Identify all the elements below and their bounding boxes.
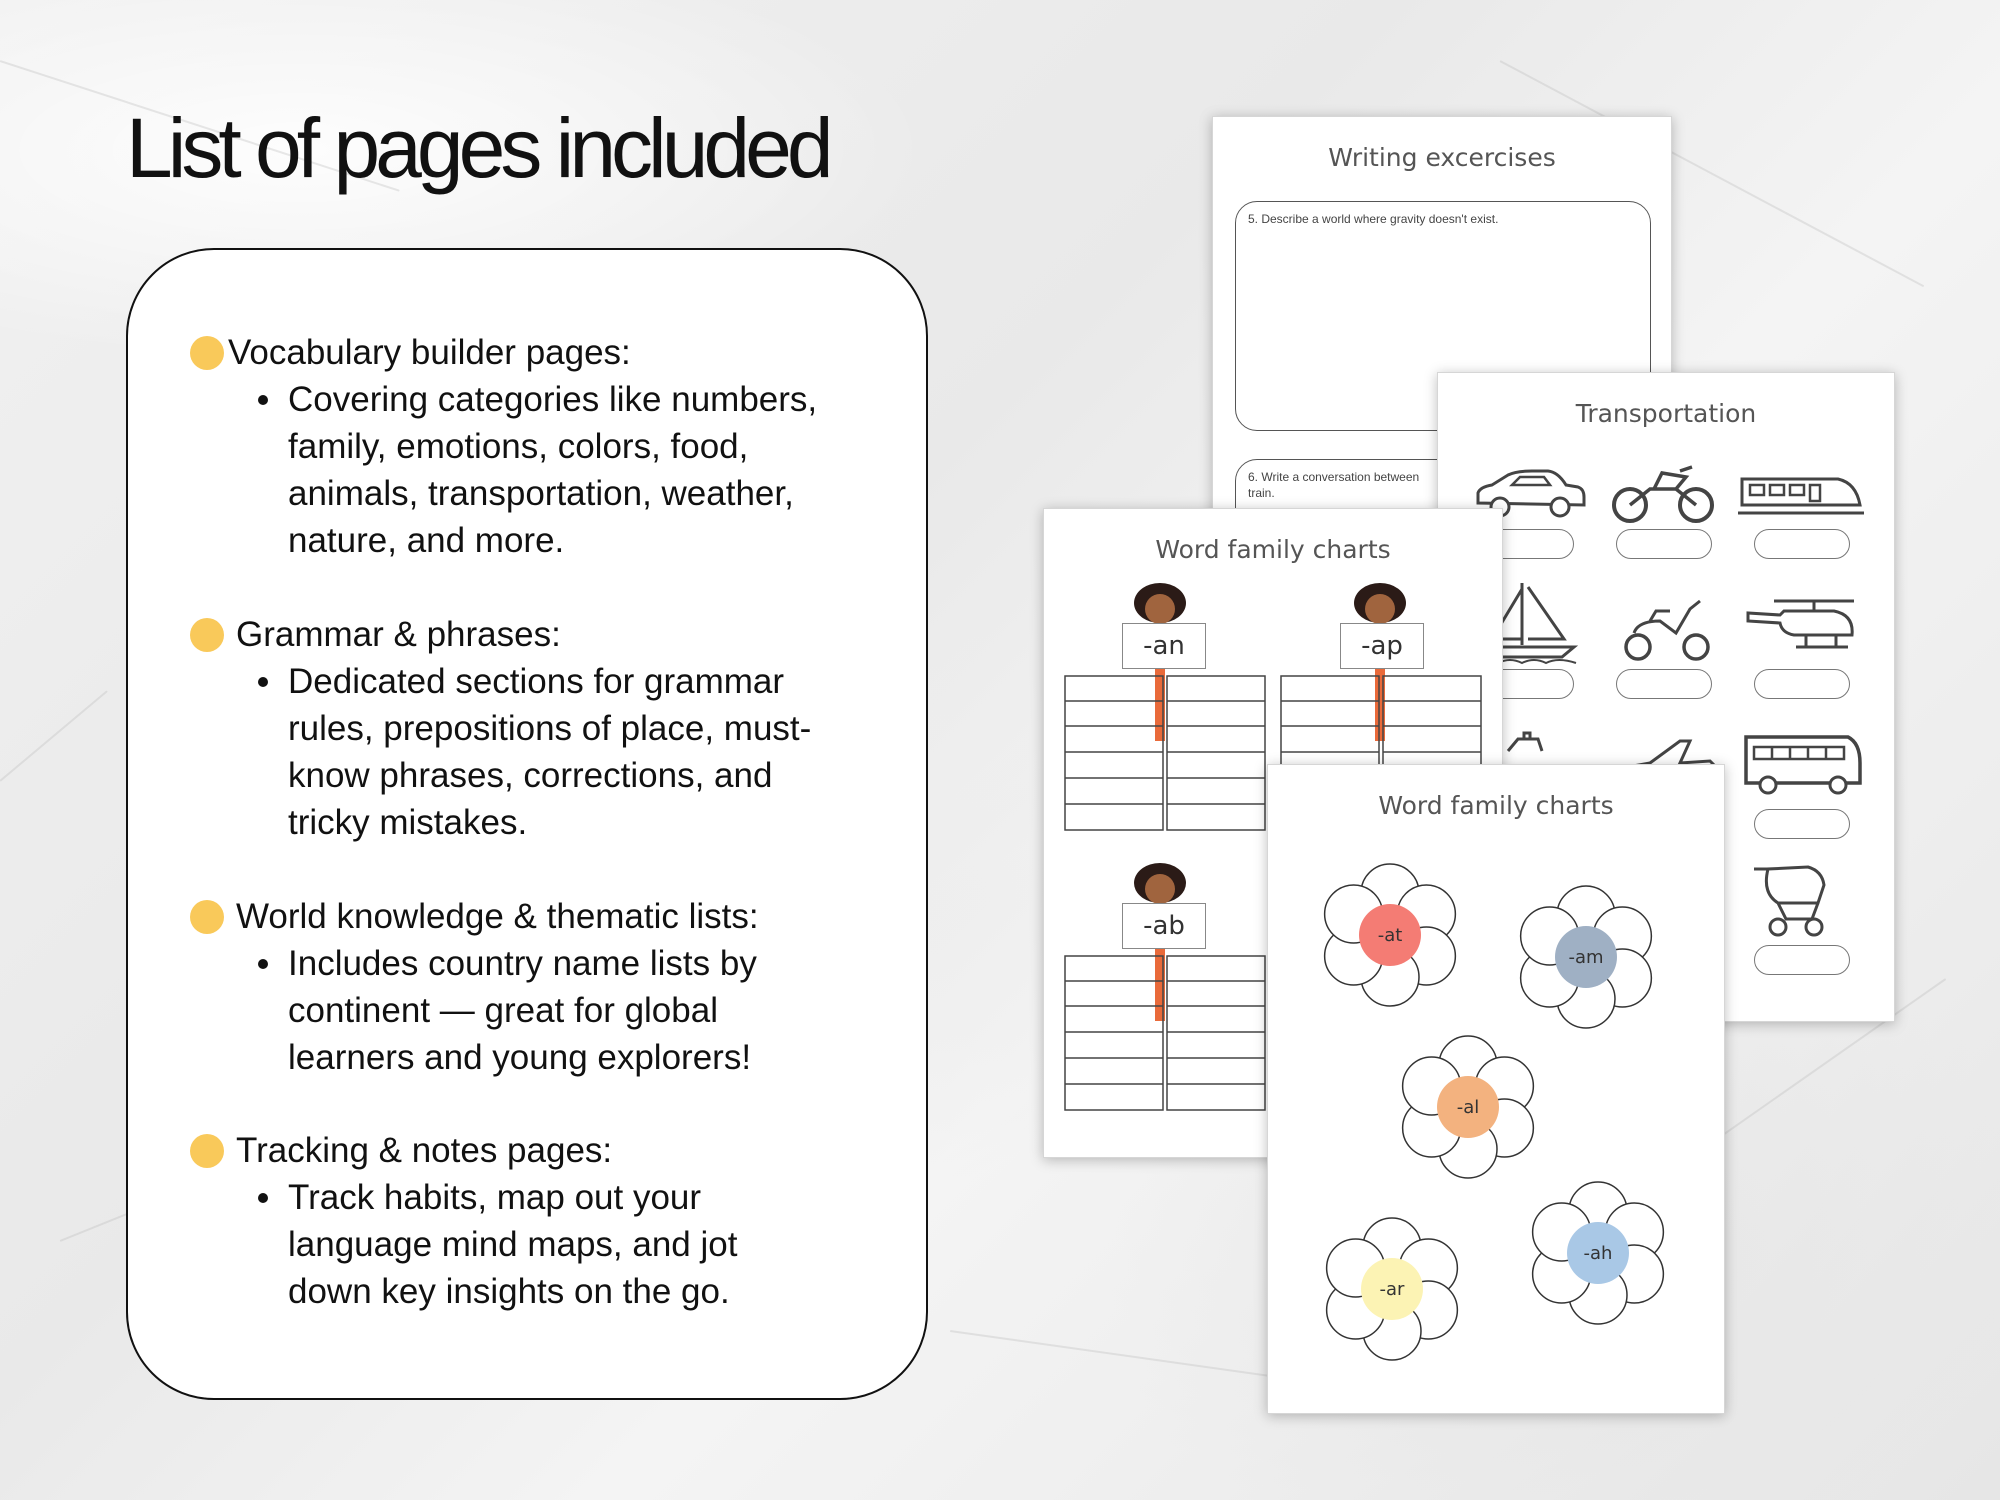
label-pill — [1754, 669, 1850, 699]
bullet-line: nature, and more. — [288, 521, 565, 560]
motorcycle-icon — [1610, 459, 1716, 525]
section-grammar — [190, 612, 890, 846]
word-family-flower — [1403, 1036, 1534, 1178]
yellow-dot-icon — [190, 618, 224, 652]
bullet-line: continent — great for global — [288, 991, 718, 1030]
prompt-text: 6. Write a conversation between — [1248, 470, 1420, 484]
bullet-text — [288, 376, 890, 564]
prompt-text: train. — [1248, 486, 1275, 500]
stroller-icon — [1748, 863, 1840, 939]
bullet-line: Dedicated sections for grammar — [288, 662, 785, 701]
label-pill — [1754, 945, 1850, 975]
flower-label: -al — [1456, 1097, 1480, 1118]
word-family-flower — [1533, 1182, 1664, 1324]
yellow-dot-icon — [190, 336, 224, 370]
train-icon — [1738, 469, 1864, 519]
section-world-knowledge — [190, 894, 890, 1081]
bullet-line: learners and young explorers! — [288, 1038, 752, 1077]
word-family-flowers-sheet — [1267, 764, 1725, 1414]
word-family-flower — [1327, 1218, 1458, 1360]
flower-label: -at — [1377, 925, 1403, 946]
bullet-line: animals, transportation, weather, — [288, 474, 794, 513]
bus-icon — [1742, 733, 1864, 797]
word-family-sign: -ap — [1340, 623, 1424, 669]
page-title: List of pages included — [126, 101, 829, 195]
word-family-sign: -ab — [1122, 903, 1206, 949]
bullet-line: know phrases, corrections, and — [288, 756, 773, 795]
bullet-line: Includes country name lists by — [288, 944, 757, 983]
yellow-dot-icon — [190, 900, 224, 934]
word-list-grid — [1064, 675, 1266, 831]
bullet-line: down key insights on the go. — [288, 1272, 730, 1311]
helicopter-icon — [1744, 595, 1858, 657]
bullet-line: rules, prepositions of place, must- — [288, 709, 812, 748]
label-pill — [1754, 809, 1850, 839]
section-heading: Tracking & notes pages: — [236, 1131, 613, 1170]
word-list-grid — [1064, 955, 1266, 1111]
label-pill — [1754, 529, 1850, 559]
bullet-line: tricky mistakes. — [288, 803, 528, 842]
sheet-title: Transportation — [1575, 399, 1757, 428]
sheet-title: Word family charts — [1378, 791, 1614, 820]
bullet-line: Track habits, map out your — [288, 1178, 702, 1217]
bullet-line: family, emotions, colors, food, — [288, 427, 749, 466]
bullet-text — [288, 1174, 890, 1315]
flower-label: -ah — [1583, 1243, 1613, 1264]
section-heading: Vocabulary builder pages: — [228, 333, 631, 372]
word-family-flower — [1325, 864, 1456, 1006]
section-heading: Grammar & phrases: — [236, 615, 561, 654]
section-vocabulary — [190, 330, 890, 564]
bullet-text — [288, 658, 890, 846]
sheet-title: Writing excercises — [1328, 143, 1556, 172]
section-tracking — [190, 1128, 890, 1315]
bullet-line: Covering categories like numbers, — [288, 380, 818, 419]
section-heading: World knowledge & thematic lists: — [236, 897, 759, 936]
word-family-flower — [1521, 886, 1652, 1028]
sheet-title: Word family charts — [1155, 535, 1391, 564]
pages-list-card — [126, 248, 928, 1400]
flower-label: -ar — [1379, 1279, 1405, 1300]
yellow-dot-icon — [190, 1134, 224, 1168]
label-pill — [1616, 669, 1712, 699]
word-family-sign: -an — [1122, 623, 1206, 669]
bullet-line: language mind maps, and jot — [288, 1225, 738, 1264]
flower-label: -am — [1568, 947, 1604, 968]
flowers-canvas — [1268, 765, 1725, 1414]
prompt-text: 5. Describe a world where gravity doesn't exist. — [1248, 212, 1499, 226]
bullet-text — [288, 940, 890, 1081]
scooter-icon — [1620, 593, 1714, 663]
label-pill — [1616, 529, 1712, 559]
